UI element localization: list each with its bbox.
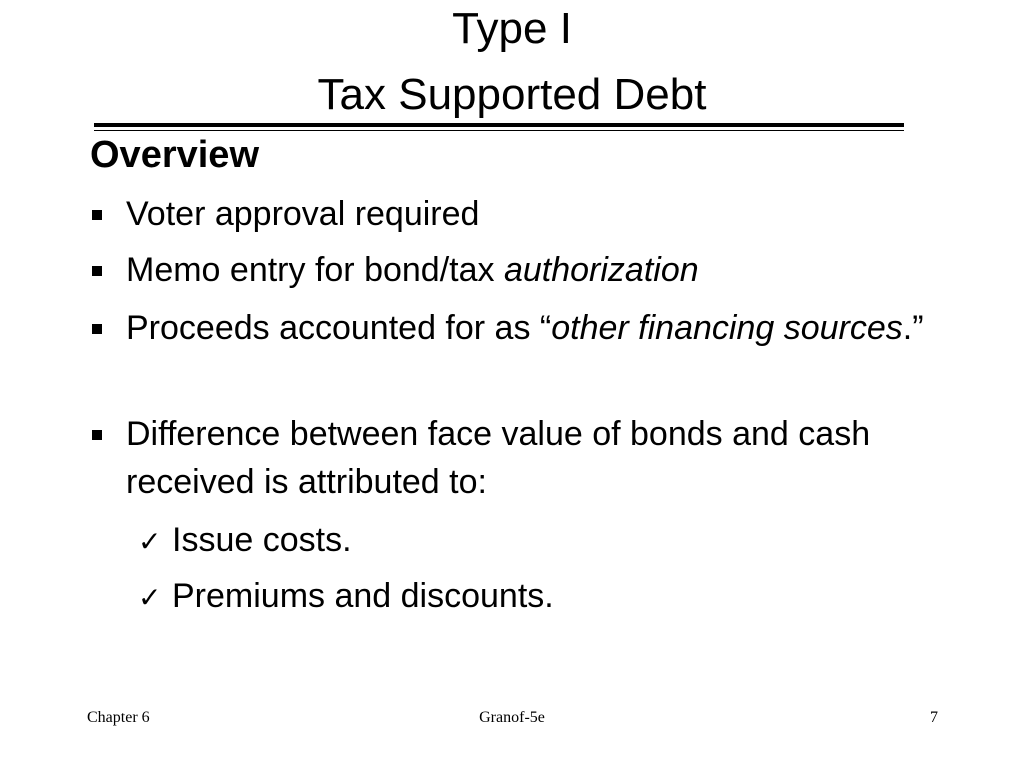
checklist-text: Premiums and discounts.	[172, 577, 554, 615]
bullet-text: Memo entry for bond/tax authorization	[126, 251, 699, 289]
footer-source: Granof-5e	[479, 709, 545, 726]
checklist-item	[138, 516, 352, 566]
square-bullet-icon	[92, 210, 102, 220]
checklist-item	[138, 572, 554, 622]
square-bullet-icon	[92, 430, 102, 440]
bullet-emphasis: other financing sources	[551, 309, 903, 347]
title-divider-thick	[94, 123, 904, 127]
slide-title-line-2: Tax Supported Debt	[317, 70, 707, 119]
checkmark-icon: ✓	[138, 525, 162, 558]
footer-page-number: 7	[930, 709, 938, 726]
square-bullet-icon	[92, 324, 102, 334]
slide-title-line-1: Type I	[452, 4, 572, 53]
checkmark-icon: ✓	[138, 581, 162, 614]
title-divider-thin	[94, 130, 904, 131]
bullet-text: Voter approval required	[126, 195, 480, 233]
bullet-text: Proceeds accounted for as “other financing sources.”	[126, 309, 924, 347]
section-heading: Overview	[90, 134, 259, 176]
footer-chapter: Chapter 6	[87, 709, 150, 726]
square-bullet-icon	[92, 266, 102, 276]
bullet-text: Difference between face value of bonds and cash received is attributed to:	[126, 415, 871, 501]
bullet-emphasis: authorization	[503, 251, 699, 289]
checklist-text: Issue costs.	[172, 521, 352, 559]
